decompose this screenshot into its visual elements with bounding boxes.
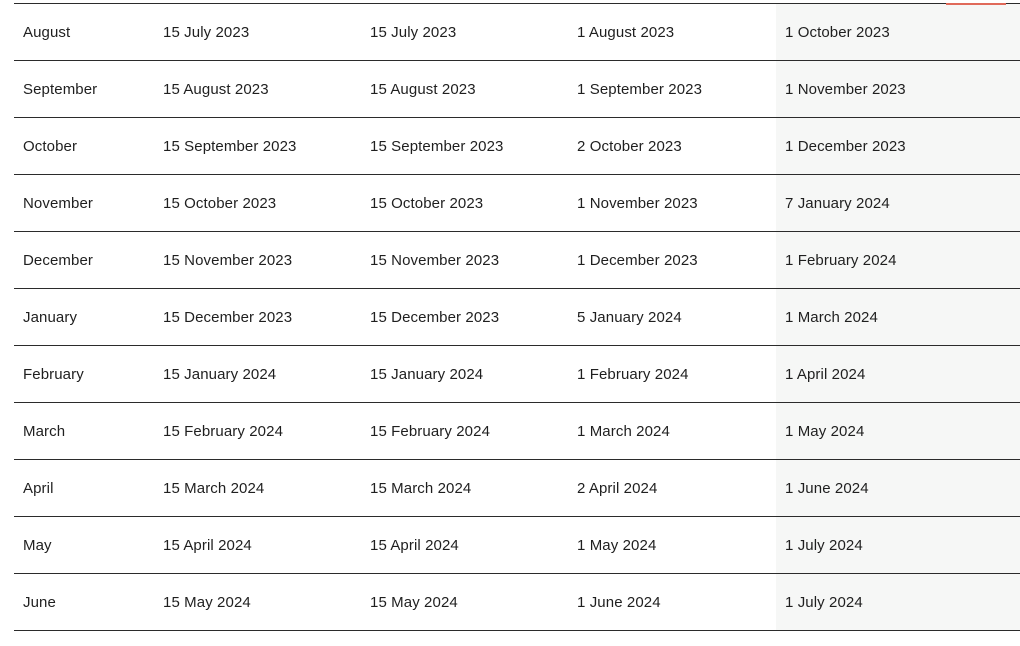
date-cell: 15 January 2024 — [361, 346, 568, 403]
month-cell: March — [14, 403, 154, 460]
date-cell: 15 April 2024 — [361, 517, 568, 574]
date-cell: 15 February 2024 — [361, 403, 568, 460]
date-cell: 7 January 2024 — [776, 175, 1020, 232]
date-cell: 5 January 2024 — [568, 289, 776, 346]
table-row — [14, 232, 1020, 289]
date-cell: 15 April 2024 — [154, 517, 361, 574]
date-cell: 1 November 2023 — [568, 175, 776, 232]
table-row — [14, 460, 1020, 517]
date-cell: 15 March 2024 — [361, 460, 568, 517]
table-row — [14, 4, 1020, 61]
month-cell: February — [14, 346, 154, 403]
schedule-table-body — [14, 4, 1020, 631]
table-row — [14, 61, 1020, 118]
date-cell: 1 June 2024 — [776, 460, 1020, 517]
date-cell: 1 May 2024 — [568, 517, 776, 574]
date-cell: 1 July 2024 — [776, 517, 1020, 574]
month-cell: January — [14, 289, 154, 346]
date-cell: 15 August 2023 — [361, 61, 568, 118]
month-cell: May — [14, 517, 154, 574]
date-cell: 1 June 2024 — [568, 574, 776, 631]
date-cell: 2 October 2023 — [568, 118, 776, 175]
date-cell: 1 December 2023 — [568, 232, 776, 289]
date-cell: 1 August 2023 — [568, 4, 776, 61]
table-row — [14, 118, 1020, 175]
date-cell: 15 November 2023 — [154, 232, 361, 289]
month-cell: December — [14, 232, 154, 289]
date-cell: 1 October 2023 — [776, 4, 1020, 61]
date-cell: 1 May 2024 — [776, 403, 1020, 460]
date-cell: 2 April 2024 — [568, 460, 776, 517]
date-cell: 15 July 2023 — [361, 4, 568, 61]
date-cell: 1 February 2024 — [568, 346, 776, 403]
date-cell: 15 February 2024 — [154, 403, 361, 460]
table-row — [14, 574, 1020, 631]
month-cell: June — [14, 574, 154, 631]
date-cell: 15 May 2024 — [154, 574, 361, 631]
date-cell: 15 October 2023 — [361, 175, 568, 232]
date-cell: 15 November 2023 — [361, 232, 568, 289]
date-cell: 1 March 2024 — [568, 403, 776, 460]
month-cell: April — [14, 460, 154, 517]
schedule-table — [14, 3, 1020, 631]
schedule-table-container — [14, 3, 1006, 631]
top-accent-line — [946, 3, 1006, 5]
date-cell: 15 September 2023 — [361, 118, 568, 175]
date-cell: 1 March 2024 — [776, 289, 1020, 346]
date-cell: 15 January 2024 — [154, 346, 361, 403]
month-cell: November — [14, 175, 154, 232]
table-row — [14, 403, 1020, 460]
table-row — [14, 346, 1020, 403]
table-row — [14, 517, 1020, 574]
date-cell: 1 April 2024 — [776, 346, 1020, 403]
date-cell: 1 February 2024 — [776, 232, 1020, 289]
date-cell: 15 May 2024 — [361, 574, 568, 631]
date-cell: 15 September 2023 — [154, 118, 361, 175]
date-cell: 15 July 2023 — [154, 4, 361, 61]
date-cell: 1 September 2023 — [568, 61, 776, 118]
date-cell: 15 March 2024 — [154, 460, 361, 517]
table-row — [14, 289, 1020, 346]
date-cell: 15 December 2023 — [154, 289, 361, 346]
month-cell: August — [14, 4, 154, 61]
date-cell: 1 November 2023 — [776, 61, 1020, 118]
date-cell: 1 December 2023 — [776, 118, 1020, 175]
month-cell: October — [14, 118, 154, 175]
date-cell: 15 October 2023 — [154, 175, 361, 232]
table-row — [14, 175, 1020, 232]
date-cell: 15 August 2023 — [154, 61, 361, 118]
date-cell: 15 December 2023 — [361, 289, 568, 346]
month-cell: September — [14, 61, 154, 118]
date-cell: 1 July 2024 — [776, 574, 1020, 631]
